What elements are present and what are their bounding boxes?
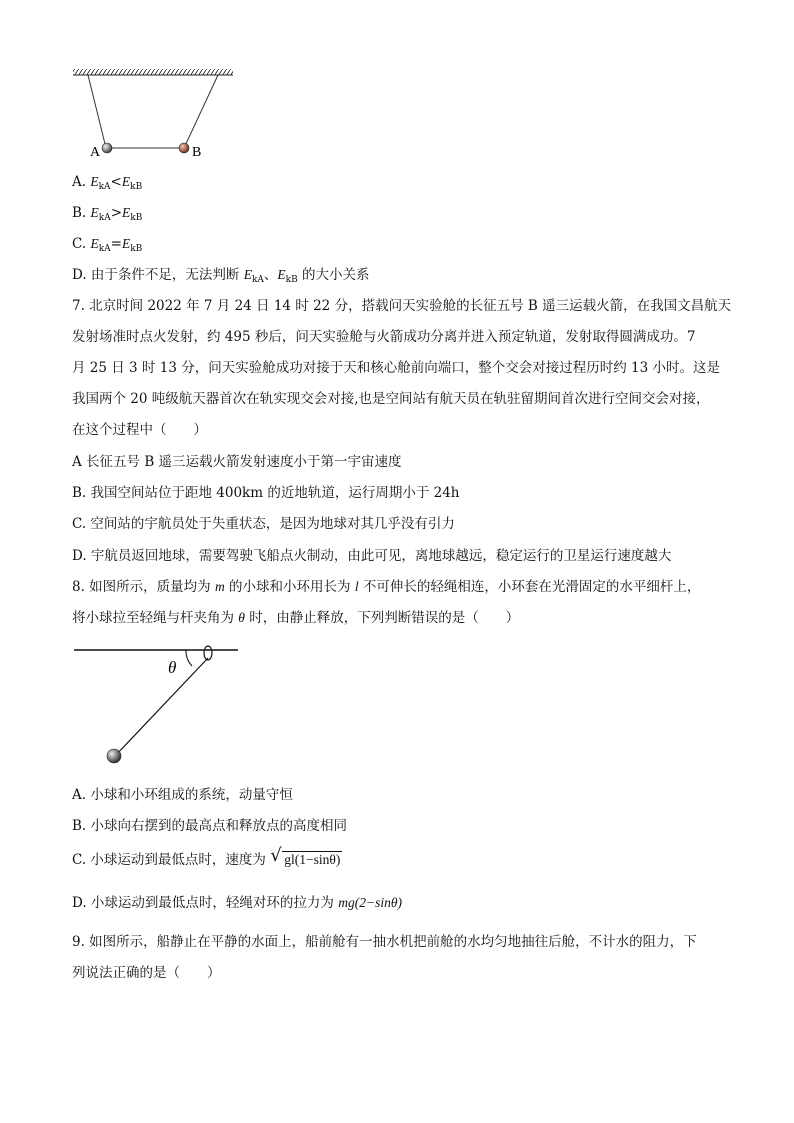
sqrt-expression: √ gl(1−sinθ) (270, 845, 341, 867)
q6-option-c: C. $E_{kA}=E_{kB}$ (72, 236, 143, 254)
q7-option-d: D. 宇航员返回地球，需要驾驶飞船点火制动，由此可见，离地球越远，稳定运行的卫星运行速度越大 (72, 548, 672, 564)
figure-pendulums-ab (70, 64, 240, 164)
q7-stem-line-4: 我国两个 20 吨级航天器首次在轨实现交会对接,也是空间站有航天员在轨驻留期间首次进行空间交会对接， (72, 391, 710, 407)
ball-b (179, 143, 189, 153)
q7-option-b: B. 我国空间站位于距地 400km 的近地轨道，运行周期小于 24h (72, 485, 460, 501)
small-ball (107, 749, 121, 763)
q7-stem-line-5: 在这个过程中（ ） (72, 422, 207, 438)
q7-stem-line-2: 发射场准时点火发射，约 495 秒后，问天实验舱与火箭成功分离并进入预定轨道，发射取得圆满成功。7 (72, 329, 696, 345)
q9-stem-line-2: 列说法正确的是（ ） (72, 965, 221, 981)
q7-option-c: C. 空间站的宇航员处于失重状态，是因为地球对其几乎没有引力 (72, 516, 455, 532)
q7-stem-line-1: 7. 北京时间 2022 年 7 月 24 日 14 时 22 分，搭载问天实验舱的长征五号 B 遥三运载火箭，在我国文昌航天 (72, 298, 732, 314)
q8-option-d: D. 小球运动到最低点时，轻绳对环的拉力为 mg(2−sinθ) (72, 895, 402, 911)
angle-arc (186, 650, 192, 666)
q7-stem-line-3: 月 25 日 3 时 13 分，问天实验舱成功对接于天和核心舱前向端口，整个交会对接过程历时约 13 小时。这是 (72, 360, 720, 376)
q8-stem-line-2: 将小球拉至轻绳与杆夹角为 θ 时，由静止释放，下列判断错误的是（ ） (72, 610, 520, 626)
q6-option-d: D. 由于条件不足，无法判断 $E_{kA}$、$E_{kB}$ 的大小关系 (72, 267, 370, 285)
q7-option-a: A 长征五号 B 遥三运载火箭发射速度小于第一宇宙速度 (72, 454, 402, 470)
q6-option-a: A. $E_{kA}<E_{kB}$ (72, 174, 143, 192)
q8-option-b: B. 小球向右摆到的最高点和释放点的高度相同 (72, 818, 348, 834)
light-rope (115, 658, 208, 756)
ball-a (102, 143, 112, 153)
q8-option-a: A. 小球和小环组成的系统，动量守恒 (72, 787, 293, 803)
q6-option-b: B. $E_{kA}>E_{kB}$ (72, 205, 143, 223)
theta-label: θ (168, 658, 177, 677)
string-b (184, 75, 218, 148)
label-a: A (90, 145, 101, 160)
q8-stem-line-1: 8. 如图所示，质量均为 m 的小球和小环用长为 l 不可伸长的轻绳相连，小环套在光滑固定的水平细杆上， (72, 579, 701, 595)
q8-option-c: C. 小球运动到最低点时，速度为 √ gl(1−sinθ) (72, 845, 341, 868)
q9-stem-line-1: 9. 如图所示，船静止在平静的水面上，船前舱有一抽水机把前舱的水均匀地抽往后舱，不计水的阻力，下 (72, 934, 697, 950)
ring (204, 646, 212, 660)
label-b: B (192, 145, 202, 160)
ceiling-hatch (73, 69, 233, 75)
figure-ring-pendulum (70, 640, 245, 770)
string-a (88, 75, 106, 148)
